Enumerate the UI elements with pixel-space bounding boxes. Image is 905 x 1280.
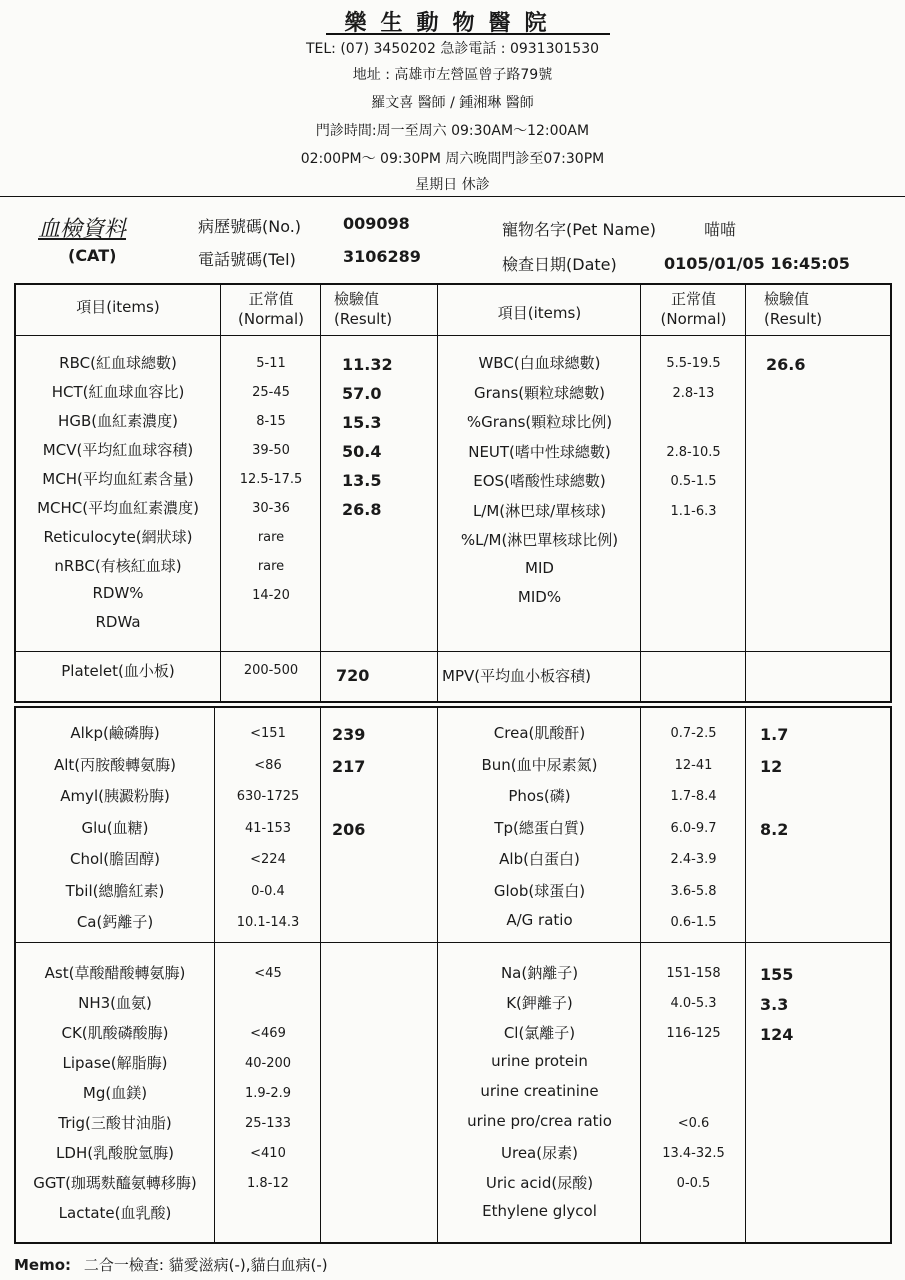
record-no-label: 病歷號碼(No.) — [198, 217, 302, 236]
chem1-right-row-normal: 0.6-1.5 — [670, 915, 717, 930]
chem1-right-row-item: Alb(白蛋白) — [499, 850, 580, 868]
cbc-header-normal-right: 正常值 (Normal) — [660, 290, 727, 328]
chem1-right-row-normal: 1.7-8.4 — [670, 789, 717, 804]
platelet-result: 720 — [336, 666, 370, 685]
date-label: 檢查日期(Date) — [502, 255, 617, 274]
chem2-left-row-normal: 1.9-2.9 — [244, 1086, 292, 1101]
cbc-left-row-item: MCV(平均紅血球容積) — [42, 441, 194, 459]
chem2-left-row-item: Ast(草酸醋酸轉氨脢) — [44, 964, 186, 982]
cbc-left-row-result: 15.3 — [342, 413, 382, 432]
record-no: 009098 — [343, 214, 410, 233]
platelet-item: Platelet(血小板) — [61, 662, 175, 680]
record-subtitle: (CAT) — [68, 246, 117, 265]
cbc-table — [14, 283, 892, 703]
cbc-left-row-result: 26.8 — [342, 500, 382, 519]
cbc-left-row-item: HGB(血紅素濃度) — [58, 412, 178, 430]
cbc-right-row-normal: 2.8-10.5 — [666, 444, 721, 460]
memo — [14, 1254, 328, 1275]
chem2-right-row-item: K(鉀離子) — [506, 994, 573, 1012]
cbc-right-row-item: %L/M(淋巴單核球比例) — [460, 531, 619, 549]
cbc-left-row-normal: 5-11 — [256, 356, 286, 371]
cbc-left-row-item: nRBC(有核紅血球) — [54, 557, 182, 575]
cbc-left-row-normal: rare — [257, 530, 285, 545]
cbc-right-row-normal: 2.8-13 — [672, 385, 715, 401]
chem1-left-row-item: Tbil(總膽紅素) — [65, 881, 165, 900]
chem1-left-row-item: Glu(血糖) — [81, 818, 149, 837]
chem2-left-row-item: LDH(乳酸脫氫脢) — [56, 1144, 174, 1162]
chem1-right-row-result: 1.7 — [760, 725, 789, 744]
cbc-left-row-item: HCT(紅血球血容比) — [51, 383, 185, 401]
cbc-right-row-item: Grans(顆粒球總數) — [473, 383, 605, 402]
chem1-left-row-item: Amyl(胰澱粉脢) — [60, 787, 170, 805]
chem2-right-row-item: urine pro/crea ratio — [467, 1112, 612, 1130]
chem1-right-row-item: A/G ratio — [506, 911, 573, 929]
cbc-right-row-item: WBC(白血球總數) — [478, 354, 601, 372]
clinic-hours-1: 門診時間:周一至周六 09:30AM～12:00AM — [315, 123, 590, 139]
cbc-right-row-result: 26.6 — [766, 355, 806, 374]
cbc-left-row-result: 57.0 — [342, 384, 382, 403]
chem1-right-row-normal: 0.7-2.5 — [670, 726, 717, 741]
chem1-right-row-normal: 12-41 — [674, 757, 713, 773]
chem2-left-row-item: Lipase(解脂脢) — [62, 1054, 168, 1072]
cbc-right-row-item: NEUT(嗜中性球總數) — [468, 442, 611, 461]
cbc-header-items-left: 項目(items) — [76, 298, 160, 316]
chem2-left-row-normal: <45 — [254, 966, 282, 981]
cbc-right-row-item: %Grans(顆粒球比例) — [466, 413, 613, 431]
header-divider — [0, 196, 905, 197]
cbc-left-row-normal: 25-45 — [252, 385, 290, 400]
chem1-left-row-normal: <151 — [250, 726, 286, 741]
cbc-left-row-normal: 30-36 — [252, 501, 290, 516]
cbc-right-row-normal: 5.5-19.5 — [666, 356, 721, 371]
chem2-right-row-normal: 116-125 — [666, 1026, 721, 1041]
chem2-right-row-result: 124 — [760, 1025, 794, 1044]
tel-value: 3106289 — [343, 247, 421, 266]
chem2-right-row-item: Ethylene glycol — [482, 1202, 597, 1220]
clinic-hours-2: 02:00PM～ 09:30PM 周六晚間門診至07:30PM — [300, 151, 605, 167]
chem1-left-row-item: Alt(丙胺酸轉氨脢) — [53, 755, 176, 774]
chem2-left-row-item: NH3(血氨) — [78, 994, 152, 1012]
chem1-left-row-result: 239 — [332, 725, 366, 744]
chem2-right-row-item: urine protein — [491, 1052, 588, 1070]
chem1-left-row-normal: <86 — [254, 757, 282, 773]
cbc-right-row-item: EOS(嗜酸性球總數) — [473, 472, 606, 490]
cbc-left-row-normal: 39-50 — [252, 443, 290, 458]
clinic-address: 地址 : 高雄市左營區曾子路79號 — [352, 67, 553, 83]
pet-name-label: 寵物名字(Pet Name) — [502, 220, 656, 239]
chem2-right-row-item: Cl(氯離子) — [503, 1024, 576, 1042]
cbc-right-row-item: MID% — [517, 588, 562, 606]
cbc-header-result-right: 檢驗值 (Result) — [764, 290, 823, 328]
cbc-right-row-item: L/M(淋巴球/單核球) — [472, 501, 607, 520]
chem2-left-row-item: Trig(三酸甘油脂) — [58, 1114, 172, 1132]
cbc-right-row-normal: 1.1-6.3 — [670, 503, 717, 519]
chem2-right-row-item: urine creatinine — [480, 1082, 599, 1100]
cbc-left-row-item: MCH(平均血紅素含量) — [42, 470, 194, 488]
cbc-left-row-result: 11.32 — [342, 355, 393, 374]
chem2-left-row-normal: 25-133 — [244, 1116, 292, 1131]
cbc-left-row-item: Reticulocyte(網狀球) — [43, 528, 193, 546]
chem1-right-row-item: Bun(血中尿素氮) — [481, 755, 598, 774]
mpv-item: MPV(平均血小板容積) — [442, 667, 591, 685]
chem1-left-row-normal: <224 — [250, 852, 286, 867]
pet-name: 喵喵 — [704, 220, 737, 239]
cbc-left-row-item: MCHC(平均血紅素濃度) — [37, 499, 199, 517]
chem1-right-row-result: 8.2 — [760, 819, 789, 839]
cbc-header-items-right: 項目(items) — [497, 304, 582, 322]
clinic-tel: TEL: (07) 3450202 急診電話 : 0931301530 — [305, 41, 600, 57]
clinic-hours-3: 星期日 休診 — [415, 177, 490, 193]
chem2-left-row-item: Mg(血鎂) — [82, 1084, 148, 1102]
memo-text: 二合一檢查: 貓愛滋病(-),貓白血病(-) — [83, 1256, 328, 1274]
chem2-right-row-normal: 4.0-5.3 — [670, 996, 717, 1011]
chem1-right-row-result: 12 — [760, 756, 783, 776]
chem1-left-row-normal: 41-153 — [244, 820, 292, 836]
chem2-left-row-item: GGT(珈瑪麩醯氨轉移脢) — [33, 1174, 197, 1192]
chem2-right-row-result: 3.3 — [760, 995, 789, 1014]
cbc-left-row-normal: 8-15 — [256, 414, 286, 429]
cbc-header-result-left: 檢驗值 (Result) — [334, 290, 393, 328]
chem2-right-row-item: Uric acid(尿酸) — [485, 1174, 594, 1192]
chemistry-table — [14, 706, 892, 1244]
chem1-left-row-result: 206 — [332, 819, 366, 839]
chem2-left-row-item: CK(肌酸磷酸脢) — [61, 1024, 169, 1042]
clinic-name-underline — [326, 33, 610, 35]
clinic-doctors: 羅文喜 醫師 / 鍾湘琳 醫師 — [371, 95, 534, 111]
cbc-left-row-result: 13.5 — [342, 471, 382, 490]
cbc-left-row-normal: rare — [257, 559, 285, 574]
chem2-right-row-normal: 13.4-32.5 — [662, 1146, 725, 1161]
cbc-right-row-normal: 0.5-1.5 — [670, 474, 717, 489]
chem2-right-row-result: 155 — [760, 965, 794, 984]
chem1-left-row-normal: 0-0.4 — [251, 883, 285, 899]
cbc-left-row-item: RDW% — [92, 584, 144, 602]
cbc-left-row-normal: 12.5-17.5 — [239, 472, 303, 487]
chem1-left-row-normal: 630-1725 — [236, 789, 300, 804]
chem1-right-row-item: Tp(總蛋白質) — [494, 818, 585, 837]
chem1-right-row-item: Crea(肌酸酐) — [493, 724, 586, 742]
platelet-normal: 200-500 — [243, 663, 299, 678]
chem2-left-row-item: Lactate(血乳酸) — [58, 1204, 172, 1222]
cbc-left-row-normal: 14-20 — [252, 588, 290, 603]
cbc-left-row-item: RDWa — [95, 613, 141, 631]
chem2-right-row-item: Na(鈉離子) — [500, 964, 579, 982]
cbc-left-row-item: RBC(紅血球總數) — [59, 354, 177, 372]
chem1-right-row-item: Phos(磷) — [508, 787, 571, 805]
cbc-header-normal-left: 正常值 (Normal) — [238, 290, 304, 328]
chem2-right-row-normal: 0-0.5 — [676, 1176, 711, 1191]
chem1-left-row-normal: 10.1-14.3 — [236, 915, 300, 930]
chem1-right-row-normal: 6.0-9.7 — [670, 820, 717, 836]
record-title: 血檢資料 — [38, 217, 127, 242]
chem2-right-row-item: Urea(尿素) — [501, 1144, 578, 1162]
tel-label: 電話號碼(Tel) — [198, 250, 296, 269]
chem2-left-row-normal: <410 — [250, 1146, 286, 1161]
chem1-right-row-normal: 3.6-5.8 — [670, 883, 717, 899]
chem2-left-row-normal: 1.8-12 — [247, 1176, 289, 1191]
cbc-left-row-result: 50.4 — [342, 442, 382, 461]
chem1-left-row-item: Chol(膽固醇) — [69, 850, 161, 868]
clinic-name: 樂生動物醫院 — [344, 11, 561, 36]
chem1-right-row-normal: 2.4-3.9 — [670, 852, 717, 867]
cbc-right-row-item: MID — [525, 558, 554, 577]
chem2-right-row-normal: 151-158 — [666, 966, 721, 981]
memo-label: Memo: — [14, 1256, 72, 1274]
chem2-left-row-normal: 40-200 — [244, 1056, 292, 1071]
chem2-right-row-normal: <0.6 — [677, 1116, 710, 1131]
chem1-left-row-item: Alkp(鹼磷脢) — [70, 724, 160, 742]
chem1-right-row-item: Glob(球蛋白) — [493, 881, 586, 900]
chem2-left-row-normal: <469 — [250, 1026, 286, 1041]
chem1-left-row-result: 217 — [332, 756, 366, 776]
exam-date: 0105/01/05 16:45:05 — [664, 254, 850, 273]
chem1-left-row-item: Ca(鈣離子) — [76, 913, 154, 931]
